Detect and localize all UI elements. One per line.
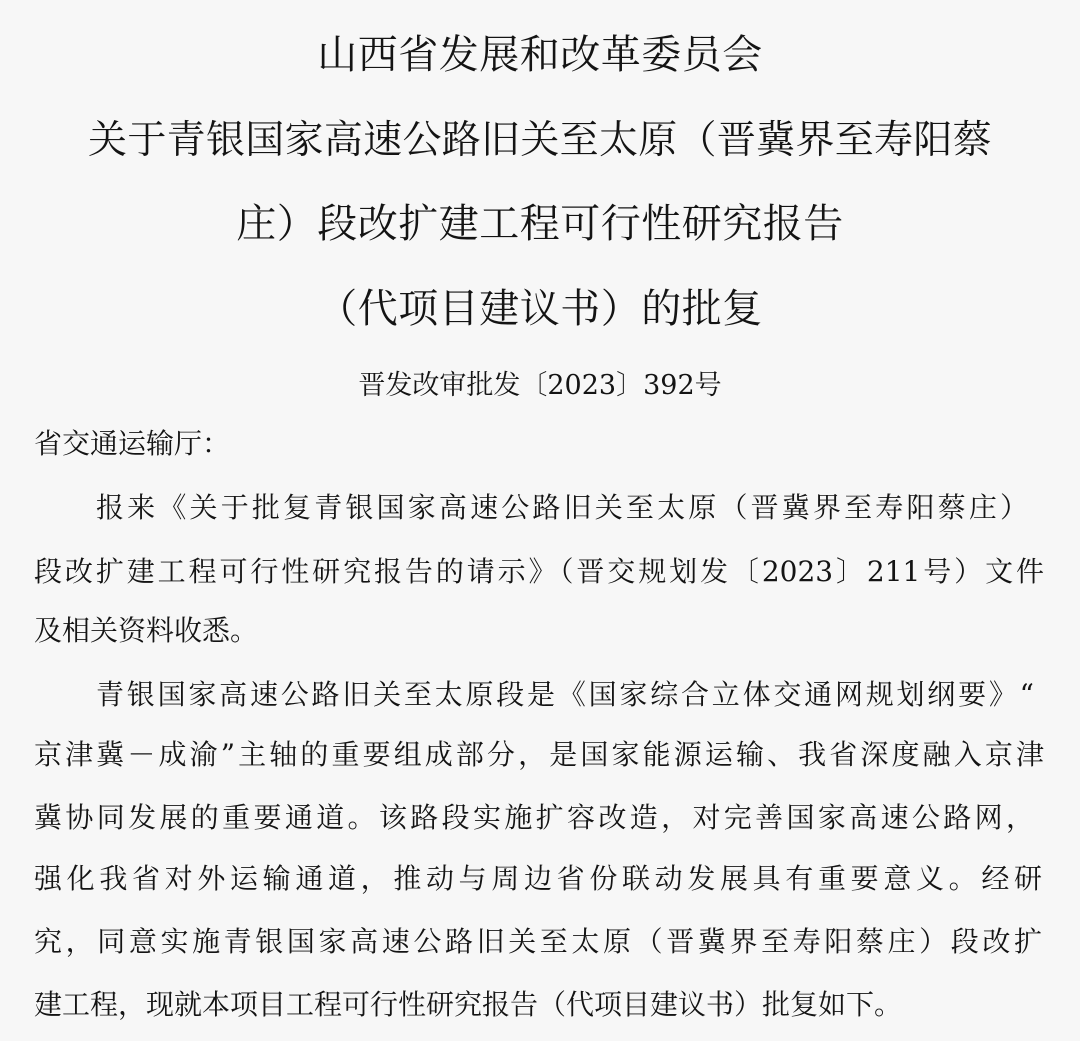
paragraph-2-line-4: 强化我省对外运输通道，推动与周边省份联动发展具有重要意义。经研 bbox=[34, 862, 1042, 895]
paragraph-2-line-5: 究，同意实施青银国家高速公路旧关至太原（晋冀界至寿阳蔡庄）段改扩 bbox=[34, 925, 1042, 958]
paragraph-2-line-6: 建工程，现就本项目工程可行性研究报告（代项目建议书）批复如下。 bbox=[34, 988, 903, 1021]
issuer-heading: 山西省发展和改革委员会 bbox=[317, 32, 763, 78]
paragraph-1-line-1: 报来《关于批复青银国家高速公路旧关至太原（晋冀界至寿阳蔡庄） bbox=[96, 491, 1028, 524]
document-number: 晋发改审批发〔2023〕392号 bbox=[358, 370, 722, 401]
paragraph-2-line-2: 京津冀－成渝”主轴的重要组成部分，是国家能源运输、我省深度融入京津 bbox=[34, 738, 1044, 771]
title-line-3: （代项目建议书）的批复 bbox=[317, 286, 763, 332]
paragraph-2-line-1: 青银国家高速公路旧关至太原段是《国家综合立体交通网规划纲要》“ bbox=[96, 678, 1034, 711]
paragraph-2-line-3: 冀协同发展的重要通道。该路段实施扩容改造，对完善国家高速公路网， bbox=[34, 801, 1034, 834]
paragraph-1-line-2: 段改扩建工程可行性研究报告的请示》（晋交规划发〔2023〕211号）文件 bbox=[34, 555, 1044, 588]
title-line-1: 关于青银国家高速公路旧关至太原（晋冀界至寿阳蔡 bbox=[88, 118, 992, 163]
recipient-line: 省交通运输厅： bbox=[34, 427, 231, 460]
paragraph-1-line-3: 及相关资料收悉。 bbox=[34, 614, 259, 647]
title-line-2: 庄）段改扩建工程可行性研究报告 bbox=[236, 201, 844, 247]
